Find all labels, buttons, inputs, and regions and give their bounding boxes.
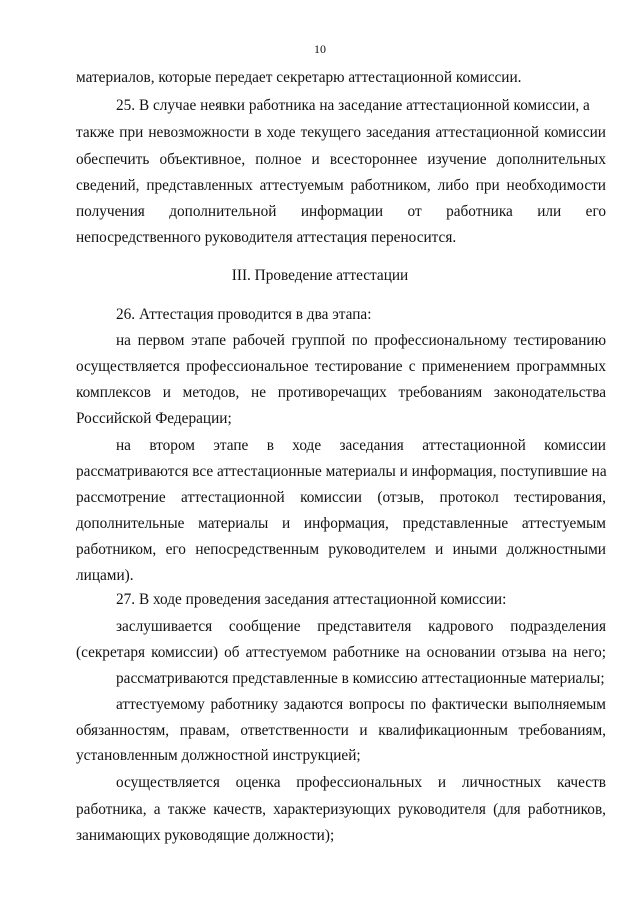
text-line: установленным должностной инструкцией;: [76, 747, 361, 764]
text-line: рассматриваются представленные в комиссию аттестационные материалы;: [116, 670, 605, 687]
text-line: заслушивается сообщение представителя кадрового подразделения: [116, 618, 606, 635]
text-line: осуществляется оценка профессиональных и личностных качеств: [116, 774, 606, 791]
section-heading: III. Проведение аттестации: [231, 267, 409, 284]
text-line: аттестуемому работнику задаются вопросы по фактически выполняемым: [116, 696, 606, 713]
text-line: обязанностям, правам, ответственности и квалификационным требованиям,: [76, 722, 606, 739]
text-line: комплексов и методов, не противоречащих требованиям законодательства: [76, 384, 606, 401]
text-line: занимающих руководящие должности);: [76, 827, 335, 844]
text-line: 27. В ходе проведения заседания аттестационной комиссии:: [116, 591, 507, 608]
text-line: обеспечить объективное, полное и всестороннее изучение дополнительных: [76, 151, 606, 168]
text-line: на втором этапе в ходе заседания аттестационной комиссии: [116, 437, 606, 454]
text-line: 25. В случае неявки работника на заседание аттестационной комиссии, а: [116, 97, 590, 114]
text-line: Российской Федерации;: [76, 410, 232, 427]
text-line: на первом этапе рабочей группой по профессиональному тестированию: [116, 332, 606, 349]
text-line: (секретаря комиссии) об аттестуемом работнике на основании отзыва на него;: [76, 644, 606, 661]
text-line: рассматриваются все аттестационные материалы и информация, поступившие на: [76, 463, 607, 480]
text-line: 26. Аттестация проводится в два этапа:: [116, 306, 372, 323]
text-line: материалов, которые передает секретарю аттестационной комиссии.: [76, 69, 522, 86]
text-line: работника, а также качеств, характеризующих руководителя (для работников,: [76, 801, 606, 818]
text-line: также при невозможности в ходе текущего заседания аттестационной комиссии: [76, 124, 606, 141]
text-line: рассмотрение аттестационной комиссии (отзыв, протокол тестирования,: [76, 489, 606, 506]
text-line: сведений, представленных аттестуемым работником, либо при необходимости: [76, 177, 606, 194]
text-line: получения дополнительной информации от работника или его: [76, 203, 606, 220]
text-line: дополнительные материалы и информация, представленные аттестуемым: [76, 515, 606, 532]
text-line: непосредственного руководителя аттестация переносится.: [76, 229, 457, 246]
text-line: осуществляется профессиональное тестирование с применением программных: [76, 358, 606, 375]
text-line: лицами).: [76, 567, 134, 584]
page-number: 10: [314, 42, 326, 56]
text-line: работником, его непосредственным руководителем и иными должностными: [76, 541, 606, 558]
